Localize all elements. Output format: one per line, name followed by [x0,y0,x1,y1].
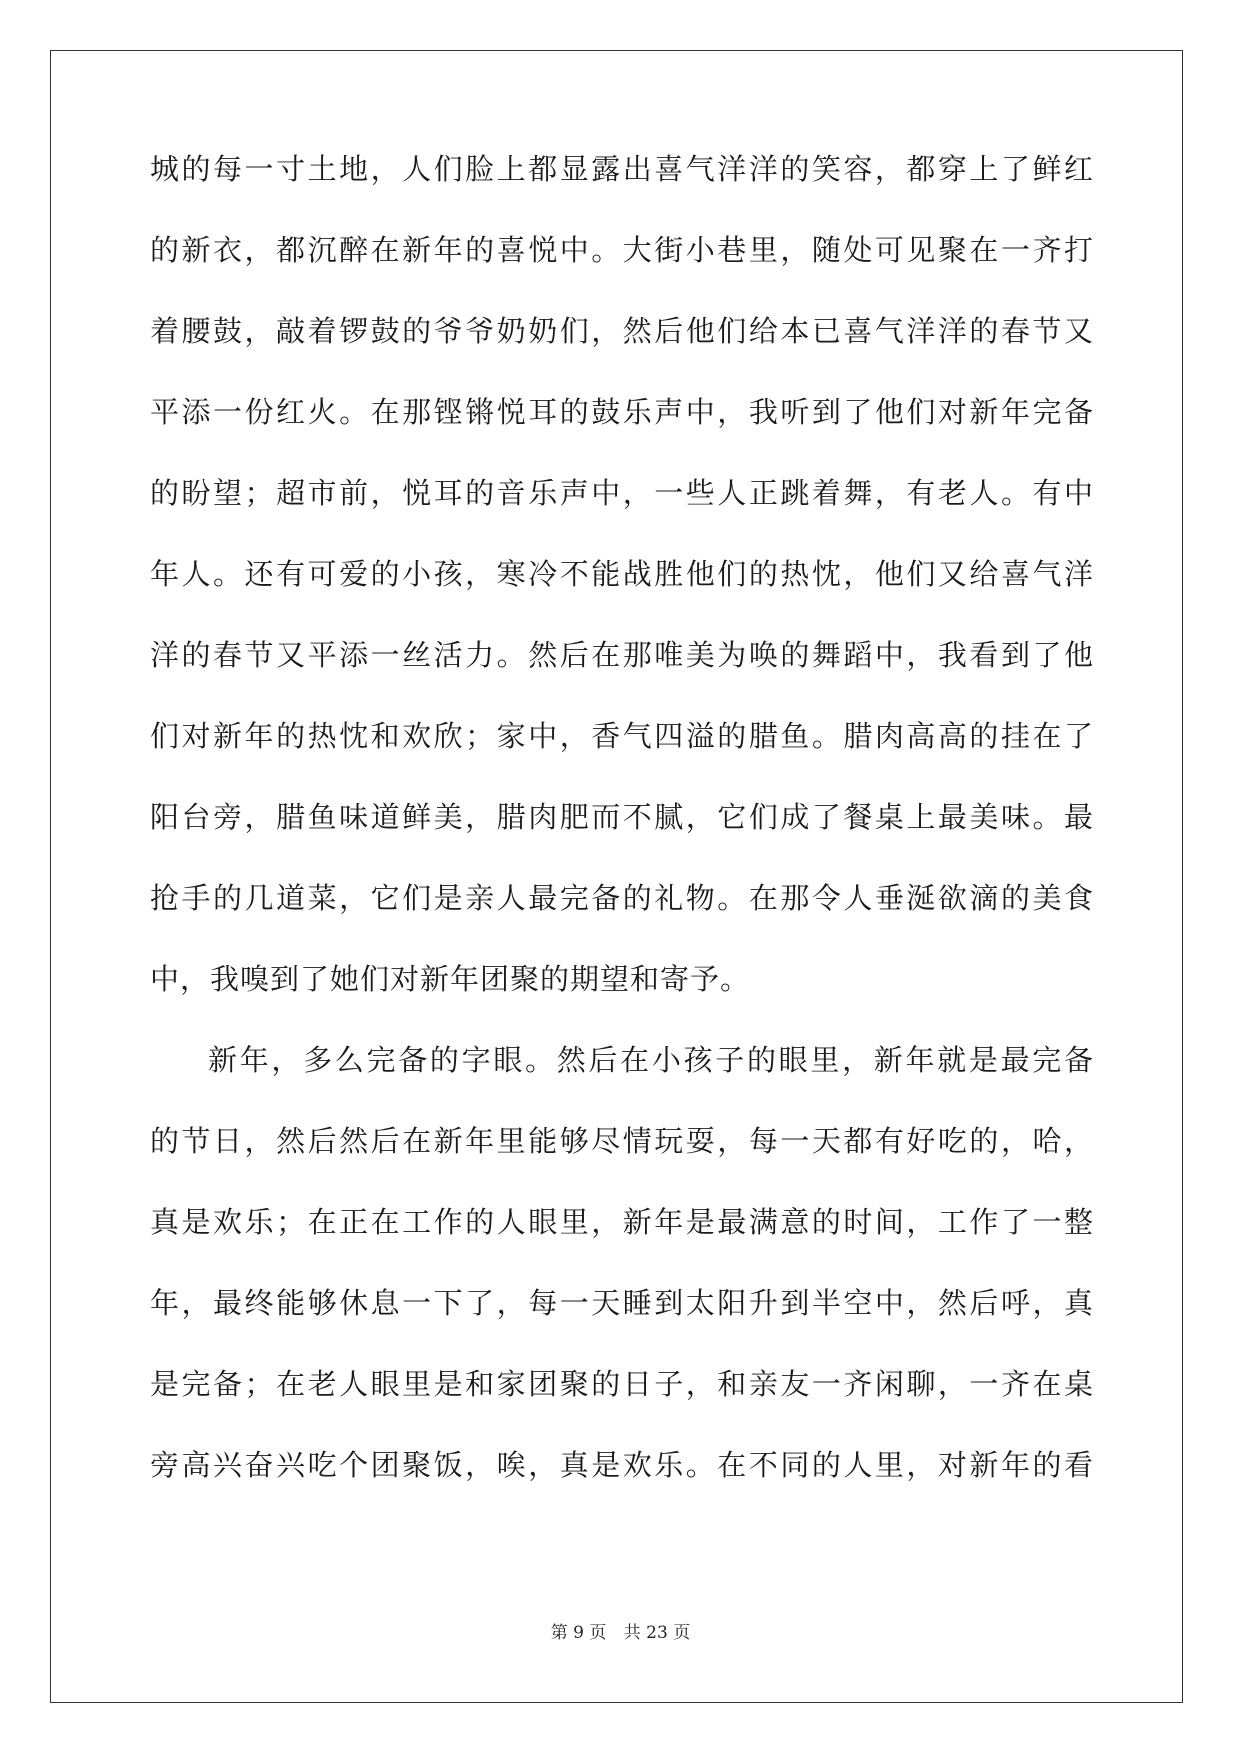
text-line: 们对新年的热忱和欢欣；家中，香气四溢的腊鱼。腊肉高高的挂在了 [150,719,1094,753]
text-line: 的新衣，都沉醉在新年的喜悦中。大街小巷里，随处可见聚在一齐打 [150,233,1094,267]
paragraph-first-line: 新年，多么完备的字眼。然后在小孩子的眼里，新年就是最完备 [208,1043,1094,1077]
text-line: 年，最终能够休息一下了，每一天睡到太阳升到半空中，然后呼，真 [150,1286,1094,1320]
text-line: 着腰鼓，敲着锣鼓的爷爷奶奶们，然后他们给本已喜气洋洋的春节又 [150,314,1094,348]
text-line: 中，我嗅到了她们对新年团聚的期望和寄予。 [150,962,751,996]
text-line: 真是欢乐；在正在工作的人眼里，新年是最满意的时间，工作了一整 [150,1205,1094,1239]
body-text [150,152,1094,1529]
text-line: 洋的春节又平添一丝活力。然后在那唯美为唤的舞蹈中，我看到了他 [150,638,1094,672]
text-line: 年人。还有可爱的小孩，寒冷不能战胜他们的热忱，他们又给喜气洋 [150,557,1094,591]
text-line: 抢手的几道菜，它们是亲人最完备的礼物。在那令人垂涎欲滴的美食 [150,881,1094,915]
text-line: 是完备；在老人眼里是和家团聚的日子，和亲友一齐闲聊，一齐在桌 [150,1367,1094,1401]
text-line: 的节日，然后然后在新年里能够尽情玩耍，每一天都有好吃的，哈， [150,1124,1094,1158]
text-line: 阳台旁，腊鱼味道鲜美，腊肉肥而不腻，它们成了餐桌上最美味。最 [150,800,1094,834]
text-line: 的盼望；超市前，悦耳的音乐声中，一些人正跳着舞，有老人。有中 [150,476,1094,510]
page-number: 第 9 页 [550,1623,607,1643]
text-line: 平添一份红火。在那铿锵悦耳的鼓乐声中，我听到了他们对新年完备 [150,395,1094,429]
text-line: 城的每一寸土地，人们脸上都显露出喜气洋洋的笑容，都穿上了鲜红 [150,152,1094,186]
text-line: 旁高兴奋兴吃个团聚饭，唉，真是欢乐。在不同的人里，对新年的看 [150,1448,1094,1482]
page-total: 共 23 页 [623,1623,691,1643]
page-footer [0,1618,1241,1643]
